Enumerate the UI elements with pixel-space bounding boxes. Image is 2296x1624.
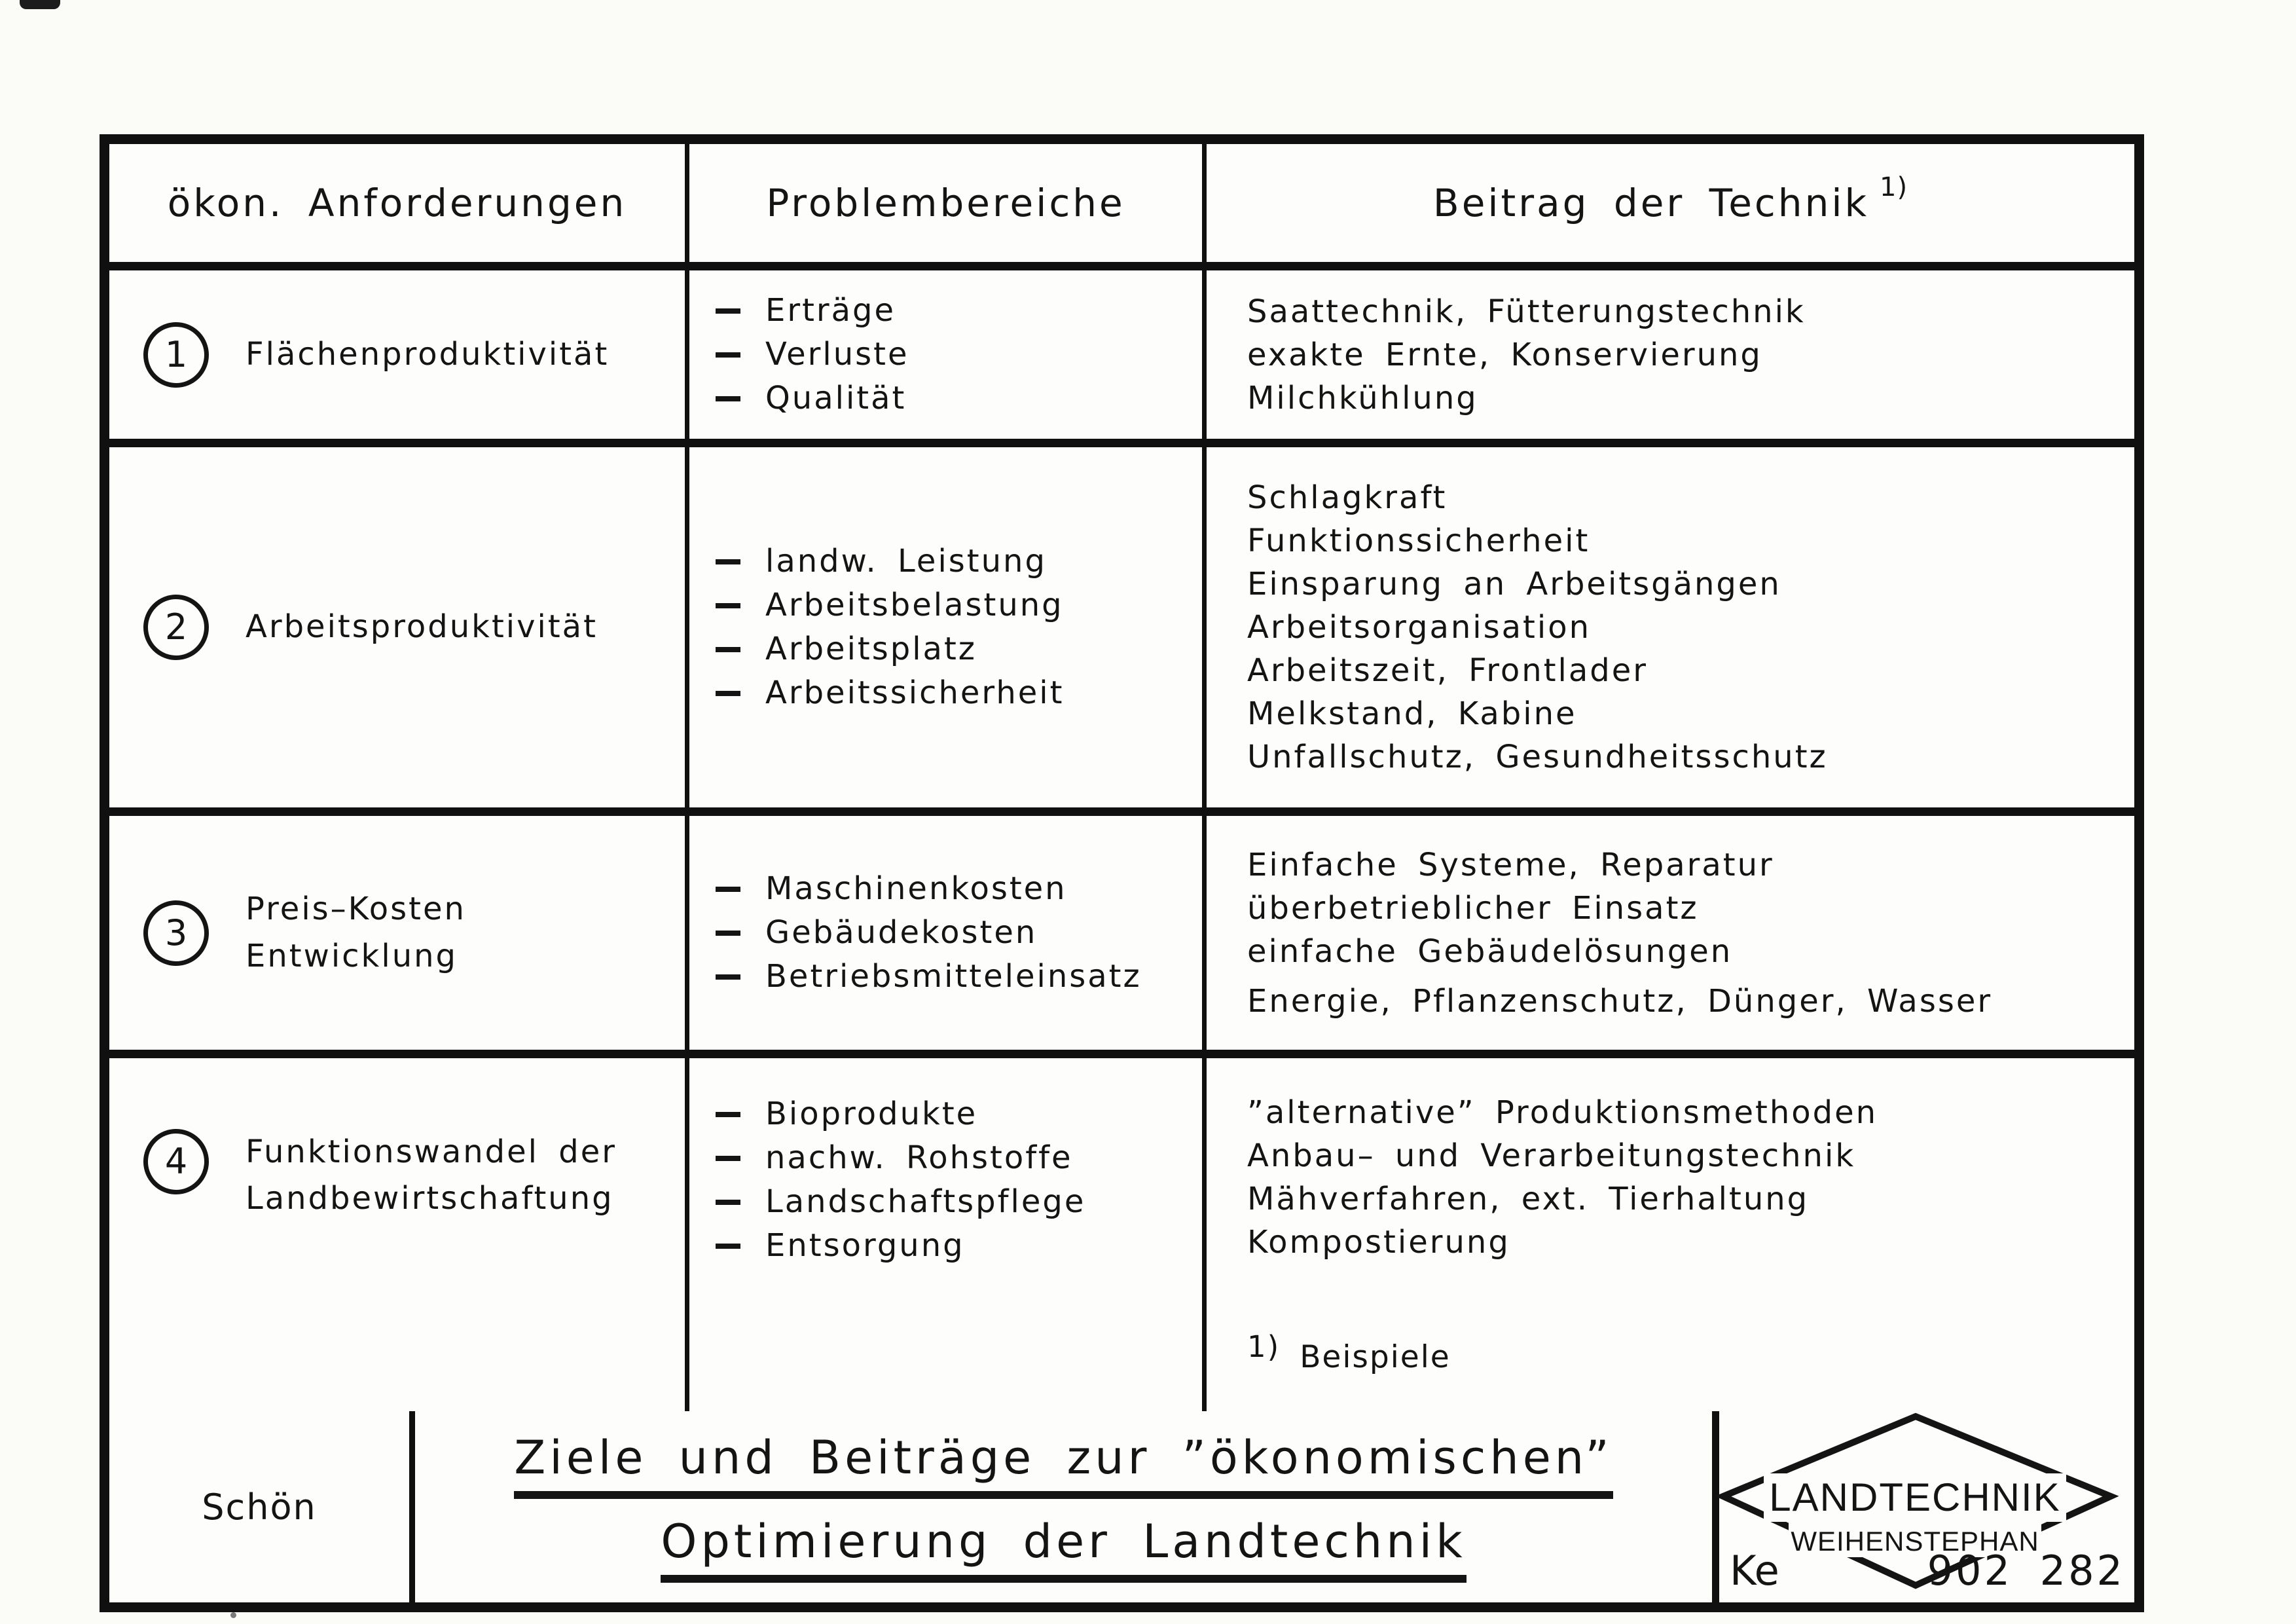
- problem-text: Maschinenkosten: [765, 870, 1067, 907]
- requirement-label: [246, 886, 466, 979]
- dash-icon: [716, 603, 740, 608]
- header-label-contribution: Beitrag der Technik: [1432, 181, 1870, 225]
- list-item: [716, 333, 1195, 377]
- document-title-line2: Optimierung der Landtechnik: [661, 1515, 1466, 1583]
- table-row-3-contributions: [1202, 807, 2134, 1050]
- problem-text: Erträge: [765, 292, 896, 329]
- list-item: [716, 955, 1195, 999]
- requirements-table: [100, 134, 2144, 1431]
- author-cell: [109, 1411, 409, 1602]
- header-label-requirements: ökon. Anforderungen: [167, 181, 627, 225]
- logo-cell: [1712, 1411, 2134, 1602]
- requirement-line: Preis–Kosten: [246, 891, 466, 928]
- list-item: [716, 1092, 1195, 1136]
- dash-icon: [716, 887, 740, 892]
- contribution-text: ”alternative” Produktionsmethoden: [1247, 1094, 1878, 1131]
- list-item: [716, 867, 1195, 911]
- dash-icon: [716, 647, 740, 652]
- row-number: 1: [164, 333, 188, 375]
- dash-icon: [716, 974, 740, 980]
- footnote-reference: 1): [1880, 172, 1908, 202]
- scan-speck: [230, 1612, 236, 1618]
- logo-line2: WEIHENSTEPHAN: [1791, 1526, 2039, 1557]
- contribution-text: Schlagkraft: [1247, 479, 1448, 516]
- table-row-4-problems: [685, 1050, 1202, 1421]
- list-item: [716, 671, 1195, 715]
- problem-text: Landschaftspflege: [765, 1183, 1086, 1220]
- dash-icon: [716, 691, 740, 696]
- contribution-text: Arbeitsorganisation: [1247, 609, 1591, 646]
- list-item: [716, 583, 1195, 627]
- requirement-label: [246, 1129, 617, 1222]
- author-name: Schön: [202, 1486, 317, 1528]
- table-row-3-requirement: [109, 807, 685, 1050]
- header-cell-requirements: [109, 144, 685, 262]
- dash-icon: [716, 1156, 740, 1161]
- row-number: 2: [164, 606, 188, 648]
- dash-icon: [716, 396, 740, 401]
- contribution-text: Melkstand, Kabine: [1247, 695, 1577, 732]
- table-row-1-problems: [685, 262, 1202, 439]
- dash-icon: [716, 1200, 740, 1205]
- contribution-text: Einfache Systeme, Reparatur: [1247, 846, 1774, 883]
- table-row-4-requirement: [109, 1050, 685, 1421]
- drawing-number: 902 282: [1927, 1547, 2125, 1595]
- contribution-text: Mähverfahren, ext. Tierhaltung: [1247, 1181, 1810, 1217]
- contribution-text: Einsparung an Arbeitsgängen: [1247, 566, 1781, 602]
- list-item: [716, 1136, 1195, 1180]
- list-item: [716, 627, 1195, 671]
- footnote-text: Beispiele: [1300, 1339, 1451, 1375]
- problem-text: Entsorgung: [765, 1227, 965, 1264]
- problem-text: nachw. Rohstoffe: [765, 1139, 1073, 1176]
- logo-line1: LANDTECHNIK: [1769, 1475, 2061, 1519]
- dash-icon: [716, 931, 740, 936]
- list-item: [716, 1224, 1195, 1268]
- table-row-1-requirement: [109, 262, 685, 439]
- dash-icon: [716, 308, 740, 314]
- contribution-text: Milchkühlung: [1247, 379, 1478, 416]
- contribution-text: Funktionssicherheit: [1247, 523, 1590, 559]
- requirement-label: Flächenproduktivität: [246, 335, 610, 373]
- table-row-2-requirement: [109, 439, 685, 807]
- list-item: [716, 377, 1195, 420]
- list-item: [716, 540, 1195, 583]
- requirement-label: Arbeitsproduktivität: [246, 608, 598, 646]
- table-row-2-problems: [685, 439, 1202, 807]
- table-row-3-problems: [685, 807, 1202, 1050]
- problem-text: Gebäudekosten: [765, 914, 1038, 951]
- dash-icon: [716, 1244, 740, 1249]
- contribution-text: Unfallschutz, Gesundheitsschutz: [1247, 739, 1828, 775]
- contribution-text: exakte Ernte, Konservierung: [1247, 336, 1762, 373]
- table-row-2-contributions: [1202, 439, 2134, 807]
- problem-text: Arbeitsbelastung: [765, 587, 1064, 623]
- table-row-4-contributions: [1202, 1050, 2134, 1421]
- header-label-problems: Problembereiche: [766, 181, 1125, 225]
- contribution-text: überbetrieblicher Einsatz: [1247, 889, 1699, 927]
- contribution-text: Anbau– und Verarbeitungstechnik: [1247, 1137, 1856, 1174]
- row-number: 4: [164, 1141, 188, 1182]
- footnote: [1247, 1329, 2128, 1379]
- scan-speck: [20, 0, 60, 9]
- dash-icon: [716, 352, 740, 358]
- problem-text: Arbeitssicherheit: [765, 674, 1065, 711]
- list-item: [716, 289, 1195, 333]
- table-row-1-contributions: [1202, 262, 2134, 439]
- contribution-text: Arbeitszeit, Frontlader: [1247, 652, 1649, 689]
- row-number: 3: [164, 912, 188, 953]
- problem-text: landw. Leistung: [765, 543, 1047, 580]
- requirement-line: Landbewirtschaftung: [246, 1180, 614, 1217]
- contribution-text: Saattechnik, Fütterungstechnik: [1247, 293, 1806, 330]
- header-cell-contribution: [1202, 144, 2134, 262]
- requirement-line: Entwicklung: [246, 937, 458, 974]
- problem-text: Betriebsmitteleinsatz: [765, 958, 1142, 995]
- dash-icon: [716, 559, 740, 564]
- problem-text: Bioprodukte: [765, 1096, 978, 1132]
- dash-icon: [716, 1112, 740, 1117]
- row-number-badge: [143, 1129, 209, 1194]
- row-number-badge: [143, 595, 209, 660]
- row-number-badge: [143, 322, 209, 388]
- list-item: [716, 911, 1195, 955]
- title-cell: [409, 1411, 1712, 1602]
- footnote-marker: 1): [1247, 1329, 1281, 1364]
- list-item: [716, 1180, 1195, 1224]
- drawing-code-initials: Ke: [1730, 1547, 1779, 1595]
- problem-text: Arbeitsplatz: [765, 631, 977, 667]
- title-block: [100, 1411, 2144, 1612]
- contribution-text: Kompostierung: [1247, 1224, 1510, 1261]
- requirement-line: Funktionswandel der: [246, 1134, 617, 1170]
- contribution-text: einfache Gebäudelösungen: [1247, 932, 1733, 970]
- contribution-text: Energie, Pflanzenschutz, Dünger, Wasser: [1247, 982, 1993, 1020]
- document-title-line1: Ziele und Beiträge zur ”ökonomischen”: [514, 1431, 1613, 1499]
- header-cell-problems: [685, 144, 1202, 262]
- problem-text: Qualität: [765, 380, 907, 416]
- problem-text: Verluste: [765, 336, 909, 373]
- row-number-badge: [143, 900, 209, 966]
